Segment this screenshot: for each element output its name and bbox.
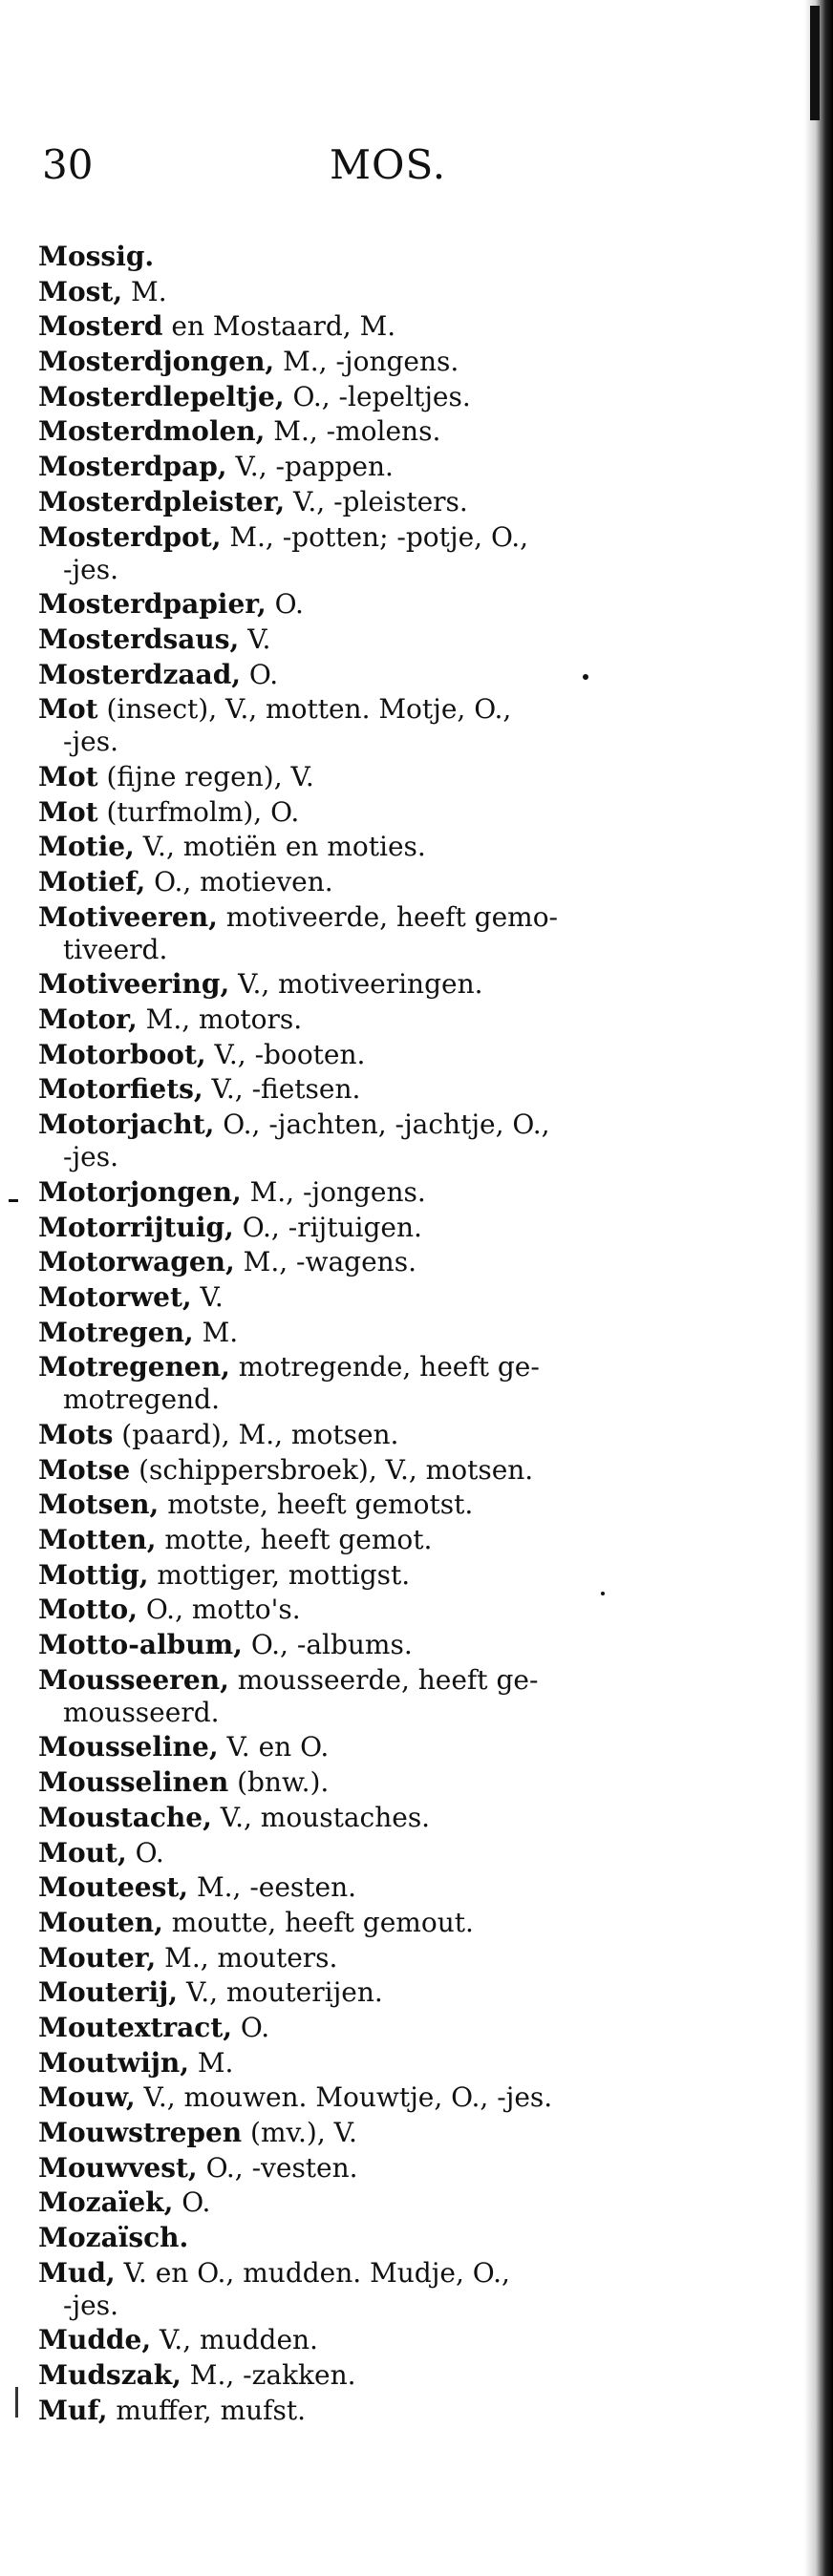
dictionary-entry <box>38 659 745 691</box>
dictionary-entry <box>38 761 745 793</box>
dictionary-entry <box>38 1003 745 1036</box>
entry-headword: Mosterdpap, <box>38 451 227 483</box>
entry-headword: Motorwagen, <box>38 1246 235 1278</box>
dictionary-entry <box>38 2152 745 2185</box>
entry-headword: Mud, <box>38 2256 116 2289</box>
entry-headword: Mosterdjongen, <box>38 346 275 378</box>
entry-grammar: O., -rijtuigen. <box>233 1211 422 1243</box>
dictionary-entry <box>38 2395 745 2427</box>
entry-headword: Motsen, <box>38 1489 160 1521</box>
entry-continuation: tiveerd. <box>63 933 168 965</box>
entry-headword: Mozaïek, <box>38 2186 174 2219</box>
dictionary-entry <box>38 1419 745 1451</box>
dictionary-entry <box>38 796 745 829</box>
entry-headword: Muf, <box>38 2394 108 2426</box>
entry-grammar: M., motors. <box>137 1003 303 1036</box>
page-header <box>0 141 833 199</box>
dictionary-entry <box>38 1039 745 1071</box>
entry-grammar: O., -jachten, -jachtje, O., <box>214 1109 550 1141</box>
dictionary-entry <box>38 1907 745 1939</box>
dictionary-entry <box>38 310 745 343</box>
entry-headword: Mousseeren, <box>38 1663 229 1696</box>
entry-grammar: V., mudden. <box>151 2324 318 2356</box>
dictionary-entry <box>38 415 745 448</box>
entry-headword: Mouter, <box>38 1941 157 1974</box>
margin-dash <box>9 1199 18 1202</box>
entry-headword: Motiveering, <box>38 968 230 1001</box>
entry-headword: Most, <box>38 275 123 307</box>
entry-grammar: O., motto's. <box>137 1594 301 1626</box>
dictionary-entry <box>38 968 745 1001</box>
entry-headword: Mozaïsch. <box>38 2222 189 2254</box>
entry-headword: Mouterij, <box>38 1976 179 2009</box>
entry-continuation: -jes. <box>63 726 118 758</box>
dictionary-entry <box>38 1766 745 1799</box>
dictionary-entry <box>38 2359 745 2392</box>
entry-grammar: O., -vesten. <box>197 2151 358 2184</box>
entry-headword: Mosterdpot, <box>38 520 222 553</box>
entry-headword: Motor, <box>38 1003 138 1036</box>
dictionary-entry <box>38 346 745 378</box>
dictionary-entry <box>38 831 745 863</box>
entry-grammar: V. <box>191 1280 224 1313</box>
dictionary-entry <box>38 1731 745 1763</box>
entry-headword: Mosterdmolen, <box>38 415 266 448</box>
entry-grammar: motregende, heeft ge- <box>229 1351 540 1383</box>
page-edge-shadow <box>804 0 833 2576</box>
entry-headword: Motorjongen, <box>38 1175 242 1208</box>
entry-headword: Moutextract, <box>38 2011 233 2043</box>
entry-headword: Mudszak, <box>38 2359 182 2392</box>
dictionary-entry <box>38 1559 745 1592</box>
dictionary-entry <box>38 2081 745 2114</box>
dictionary-entry <box>38 1454 745 1487</box>
entry-grammar: O., motieven. <box>145 866 333 897</box>
entry-grammar: V., motiveeringen. <box>229 968 483 1001</box>
entry-grammar: O. <box>173 2186 211 2219</box>
entry-continuation: -jes. <box>63 553 118 585</box>
entry-grammar: M., -jongens. <box>241 1175 426 1208</box>
dictionary-entry <box>38 866 745 898</box>
entry-grammar: M. <box>193 1316 239 1348</box>
dictionary-entry <box>38 1317 745 1349</box>
entry-headword: Motie, <box>38 831 135 863</box>
dictionary-entry <box>38 521 745 586</box>
entry-headword: Mossig. <box>38 241 155 272</box>
entry-headword: Mosterdpapier, <box>38 588 267 621</box>
entry-grammar: M. <box>188 2046 234 2079</box>
entry-headword: Mot <box>38 795 98 828</box>
entry-grammar: O., -albums. <box>242 1629 413 1661</box>
dictionary-entry <box>38 1629 745 1661</box>
entry-headword: Motorfiets, <box>38 1073 203 1106</box>
entry-headword: Mosterd <box>38 310 163 343</box>
dictionary-entry <box>38 588 745 621</box>
margin-bar <box>15 2387 18 2418</box>
dictionary-entry <box>38 1594 745 1626</box>
entry-headword: Mot <box>38 760 98 792</box>
entry-grammar: motste, heeft gemotst. <box>159 1489 474 1521</box>
entry-grammar: V., moustaches. <box>211 1801 431 1833</box>
entry-headword: Mottig, <box>38 1558 149 1591</box>
entry-grammar: (insect), V., motten. Motje, O., <box>97 693 512 726</box>
entry-grammar: V., -pleisters. <box>285 485 468 517</box>
dictionary-entry <box>38 693 745 758</box>
entry-grammar: V., -pappen. <box>226 451 394 483</box>
entry-headword: Mouwvest, <box>38 2151 198 2184</box>
dictionary-entry <box>38 1524 745 1556</box>
entry-headword: Mousselinen <box>38 1766 229 1799</box>
dictionary-entry <box>38 901 745 966</box>
entry-headword: Mousseline, <box>38 1731 219 1763</box>
entry-headword: Motorboot, <box>38 1038 206 1070</box>
page-edge-mark <box>810 6 820 120</box>
entry-headword: Mot <box>38 693 98 726</box>
dictionary-entry <box>38 1351 745 1416</box>
entry-grammar: (bnw.). <box>228 1766 330 1799</box>
dictionary-entry <box>38 1489 745 1521</box>
entry-grammar: (mv.), V. <box>242 2117 357 2148</box>
entry-headword: Mouw, <box>38 2081 136 2114</box>
dictionary-entry <box>38 241 745 273</box>
entry-headword: Mouwstrepen <box>38 2117 243 2148</box>
dictionary-entry <box>38 276 745 308</box>
entry-headword: Mosterdpleister, <box>38 485 286 517</box>
page-number: 30 <box>42 141 94 188</box>
dictionary-entry <box>38 1176 745 1209</box>
dictionary-entry <box>38 1976 745 2009</box>
entry-grammar: motte, heeft gemot. <box>156 1524 433 1555</box>
dictionary-entry <box>38 1073 745 1106</box>
dictionary-entry <box>38 1802 745 1834</box>
entry-grammar: M., -potten; -potje, O., <box>221 520 529 553</box>
entry-grammar: O., -lepeltjes. <box>284 380 471 412</box>
entry-headword: Moutwijn, <box>38 2046 189 2079</box>
entry-grammar: V. en O. <box>218 1731 330 1763</box>
entry-headword: Motorrijtuig, <box>38 1211 234 1243</box>
entry-grammar: M., -eesten. <box>188 1871 357 1904</box>
entry-headword: Moustache, <box>38 1801 212 1833</box>
dictionary-entry <box>38 1837 745 1869</box>
entry-grammar: M., -wagens. <box>234 1246 416 1278</box>
entry-headword: Motorwet, <box>38 1280 192 1313</box>
entry-grammar: V., -booten. <box>205 1038 366 1070</box>
entry-grammar: (schippersbroek), V., motsen. <box>130 1453 534 1486</box>
dictionary-entry <box>38 451 745 483</box>
entry-headword: Motten, <box>38 1524 157 1555</box>
dictionary-entry <box>38 381 745 413</box>
entry-headword: Mouteest, <box>38 1871 189 1904</box>
entry-headword: Mots <box>38 1418 114 1450</box>
dictionary-entry <box>38 2047 745 2080</box>
entry-grammar: moutte, heeft gemout. <box>162 1906 474 1938</box>
dictionary-entry <box>38 1664 745 1729</box>
entry-grammar: (fijne regen), V. <box>97 760 314 792</box>
dictionary-entry <box>38 486 745 518</box>
entry-grammar: V. en O., mudden. Mudje, O., <box>115 2256 510 2289</box>
entry-headword: Motto-album, <box>38 1629 243 1661</box>
entry-grammar: O. <box>232 2011 270 2043</box>
entry-grammar: O. <box>266 588 304 621</box>
entry-grammar: muffer, mufst. <box>107 2394 307 2426</box>
entry-grammar: O. <box>126 1836 164 1869</box>
entry-headword: Mosterdzaad, <box>38 658 242 690</box>
dictionary-entry <box>38 1212 745 1244</box>
dictionary-entry <box>38 2222 745 2254</box>
entry-grammar: V., mouwen. Mouwtje, O., -jes. <box>135 2081 553 2114</box>
entry-headword: Motse <box>38 1453 131 1486</box>
dictionary-entry <box>38 623 745 656</box>
dictionary-entry <box>38 1246 745 1278</box>
entry-grammar: (paard), M., motsen. <box>113 1418 399 1450</box>
entry-grammar: (turfmolm), O. <box>97 795 300 828</box>
entry-grammar: mousseerde, heeft ge- <box>228 1663 539 1696</box>
entry-grammar: V., -fietsen. <box>203 1073 361 1106</box>
entry-headword: Mout, <box>38 1836 127 1869</box>
dictionary-entry <box>38 1942 745 1974</box>
entry-headword: Motto, <box>38 1594 138 1626</box>
dictionary-entries <box>38 241 745 2430</box>
entry-headword: Motregenen, <box>38 1351 230 1383</box>
entry-grammar: M., mouters. <box>156 1941 338 1974</box>
entry-grammar: M., -molens. <box>265 415 441 448</box>
page-title: MOS. <box>330 141 447 188</box>
dictionary-entry <box>38 2324 745 2356</box>
dictionary-entry <box>38 2012 745 2044</box>
entry-grammar: M., -jongens. <box>274 346 459 378</box>
entry-headword: Mudde, <box>38 2324 152 2356</box>
entry-grammar: O. <box>241 658 279 690</box>
entry-continuation: mousseerd. <box>63 1696 220 1728</box>
dictionary-entry <box>38 2186 745 2219</box>
dictionary-entry <box>38 1871 745 1904</box>
entry-headword: Motief, <box>38 866 146 897</box>
dictionary-entry <box>38 1281 745 1314</box>
dictionary-entry <box>38 1109 745 1173</box>
dictionary-entry <box>38 2257 745 2322</box>
entry-headword: Motiveeren, <box>38 900 218 933</box>
entry-headword: Mosterdlepeltje, <box>38 380 285 412</box>
entry-headword: Motregen, <box>38 1316 194 1348</box>
entry-continuation: -jes. <box>63 1141 118 1173</box>
entry-grammar: V., mouterijen. <box>178 1976 383 2009</box>
entry-grammar: motiveerde, heeft gemo- <box>217 900 559 933</box>
entry-grammar: V., motiën en moties. <box>134 831 426 863</box>
entry-headword: Mosterdsaus, <box>38 623 240 655</box>
entry-grammar: M., -zakken. <box>181 2359 356 2392</box>
entry-grammar: V. <box>239 623 271 655</box>
entry-continuation: -jes. <box>63 2289 118 2321</box>
entry-grammar: en Mostaard, M. <box>162 310 396 343</box>
entry-headword: Mouten, <box>38 1906 163 1938</box>
entry-grammar: M. <box>122 275 167 307</box>
entry-grammar: mottiger, mottigst. <box>148 1558 411 1591</box>
dictionary-entry <box>38 2117 745 2149</box>
entry-continuation: motregend. <box>63 1383 220 1416</box>
entry-headword: Motorjacht, <box>38 1109 215 1141</box>
